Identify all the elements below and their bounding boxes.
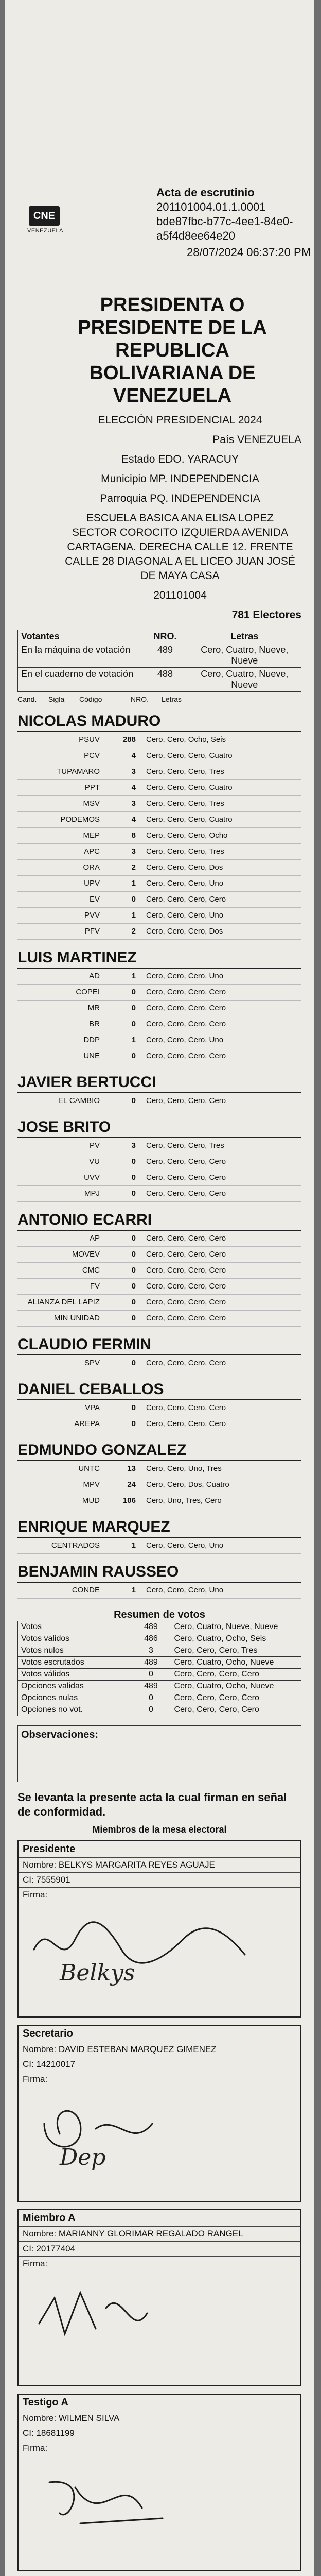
resumen-letras: Cero, Cuatro, Ocho, Nueve bbox=[171, 1657, 301, 1669]
candidate-name: ENRIQUE MARQUEZ bbox=[17, 1518, 301, 1538]
party-votes: 0 bbox=[131, 1403, 136, 1412]
signer-nombre: Nombre: DAVID ESTEBAN MARQUEZ GIMENEZ bbox=[19, 2042, 300, 2057]
party-sigla: BR bbox=[89, 1020, 100, 1028]
table-row bbox=[18, 668, 301, 692]
party-letras: Cero, Cero, Cero, Tres bbox=[146, 1141, 224, 1150]
signature-icon bbox=[29, 2462, 265, 2549]
party-votes: 2 bbox=[131, 863, 136, 872]
resumen-letras: Cero, Cuatro, Nueve, Nueve bbox=[171, 1621, 301, 1633]
party-votes: 0 bbox=[131, 1359, 136, 1367]
party-votes: 0 bbox=[131, 1004, 136, 1012]
party-row bbox=[17, 1032, 301, 1048]
votantes-label: En el cuaderno de votación bbox=[18, 668, 142, 692]
resumen-nro: 0 bbox=[131, 1692, 171, 1704]
party-votes: 8 bbox=[131, 831, 136, 840]
party-row bbox=[17, 1093, 301, 1109]
party-votes: 3 bbox=[131, 847, 136, 856]
resumen-label: Opciones validas bbox=[18, 1681, 131, 1692]
signer-firma bbox=[19, 2072, 300, 2201]
party-row bbox=[17, 1154, 301, 1170]
resumen-label: Votos escrutados bbox=[18, 1657, 131, 1669]
col-letras: Letras bbox=[162, 695, 182, 703]
party-votes: 0 bbox=[131, 895, 136, 904]
signer-ci: CI: 18681199 bbox=[19, 2426, 300, 2441]
party-sigla: SPV bbox=[84, 1359, 100, 1367]
party-votes: 0 bbox=[131, 1189, 136, 1198]
party-votes: 0 bbox=[131, 1419, 136, 1428]
party-row bbox=[17, 876, 301, 892]
party-sigla: MIN UNIDAD bbox=[53, 1314, 100, 1323]
signer-box bbox=[17, 2209, 301, 2386]
party-letras: Cero, Cero, Cero, Dos bbox=[146, 863, 223, 872]
party-votes: 0 bbox=[131, 1052, 136, 1060]
votantes-table bbox=[17, 630, 301, 692]
party-row bbox=[17, 969, 301, 985]
resumen-label: Votos válidos bbox=[18, 1669, 131, 1681]
party-votes: 4 bbox=[131, 815, 136, 824]
party-row bbox=[17, 924, 301, 940]
party-letras: Cero, Cero, Cero, Tres bbox=[146, 799, 224, 808]
acta-hash-1: bde87fbc-b77c-4ee1-84e0- bbox=[156, 215, 293, 228]
signer-role: Secretario bbox=[19, 2026, 300, 2042]
candidate-list bbox=[17, 713, 301, 1599]
cne-logo-icon: CNE bbox=[29, 206, 60, 226]
party-votes: 0 bbox=[131, 1266, 136, 1275]
sello-text: Se levanta la presente acta la cual firman en señal de conformidad. bbox=[17, 1791, 287, 1818]
party-votes: 1 bbox=[131, 972, 136, 980]
party-row bbox=[17, 1170, 301, 1186]
signer-list bbox=[17, 1840, 301, 2576]
party-sigla: COPEI bbox=[76, 988, 100, 996]
party-sigla: UPV bbox=[84, 879, 100, 888]
firma-label: Firma: bbox=[23, 1890, 48, 1900]
resumen-nro: 489 bbox=[131, 1681, 171, 1692]
miembros-title: Miembros de la mesa electoral bbox=[92, 1824, 227, 1835]
col-codigo: Código bbox=[79, 695, 102, 703]
table-row bbox=[18, 1657, 301, 1669]
party-row bbox=[17, 1355, 301, 1371]
party-sigla: DDP bbox=[83, 1036, 100, 1044]
party-letras: Cero, Cero, Cero, Dos bbox=[146, 927, 223, 936]
resumen-letras: Cero, Cero, Cero, Tres bbox=[171, 1645, 301, 1657]
resumen-nro: 489 bbox=[131, 1621, 171, 1633]
party-sigla: PV bbox=[89, 1141, 100, 1150]
party-votes: 24 bbox=[127, 1480, 136, 1489]
resumen-letras: Cero, Cuatro, Ocho, Nueve bbox=[171, 1681, 301, 1692]
election-name: ELECCIÓN PRESIDENCIAL 2024 bbox=[98, 414, 262, 426]
party-sigla: PVV bbox=[84, 911, 100, 920]
table-row bbox=[18, 1692, 301, 1704]
party-row bbox=[17, 732, 301, 748]
candidate-name: CLAUDIO FERMIN bbox=[17, 1336, 301, 1355]
resumen-label: Opciones nulas bbox=[18, 1692, 131, 1704]
firma-label: Firma: bbox=[23, 2443, 48, 2453]
party-sigla: PFV bbox=[84, 927, 100, 936]
votantes-nro: 488 bbox=[142, 668, 188, 692]
resumen-letras: Cero, Cero, Cero, Cero bbox=[171, 1669, 301, 1681]
party-sigla: PPT bbox=[84, 783, 100, 792]
party-votes: 0 bbox=[131, 1314, 136, 1323]
party-votes: 2 bbox=[131, 927, 136, 936]
party-letras: Cero, Cero, Cero, Cero bbox=[146, 1419, 226, 1428]
party-row bbox=[17, 860, 301, 876]
signer-nombre: Nombre: MARIANNY GLORIMAR REGALADO RANGEL bbox=[19, 2227, 300, 2242]
signer-role: Miembro A bbox=[19, 2210, 300, 2227]
resumen-nro: 486 bbox=[131, 1633, 171, 1645]
resumen-nro: 489 bbox=[131, 1657, 171, 1669]
signer-nombre: Nombre: BELKYS MARGARITA REYES AGUAJE bbox=[19, 1858, 300, 1873]
party-votes: 0 bbox=[131, 1020, 136, 1028]
party-sigla: TUPAMARO bbox=[57, 767, 100, 776]
party-row bbox=[17, 1138, 301, 1154]
acta-label: Acta de escrutinio bbox=[156, 186, 255, 199]
party-votes: 0 bbox=[131, 1173, 136, 1182]
party-row bbox=[17, 1186, 301, 1202]
resumen-label: Votos nulos bbox=[18, 1645, 131, 1657]
codigo-centro: 201101004 bbox=[153, 589, 207, 601]
party-sigla: APC bbox=[84, 847, 100, 856]
party-sigla: UVV bbox=[84, 1173, 100, 1182]
party-votes: 13 bbox=[127, 1464, 136, 1473]
party-sigla: CMC bbox=[82, 1266, 100, 1275]
candidate-name: JAVIER BERTUCCI bbox=[17, 1074, 301, 1093]
resumen-table bbox=[17, 1621, 301, 1716]
party-sigla: MPV bbox=[83, 1480, 100, 1489]
table-row bbox=[18, 1704, 301, 1716]
party-letras: Cero, Cero, Cero, Cero bbox=[146, 1314, 226, 1323]
letras-header: Letras bbox=[188, 630, 301, 643]
party-sigla: AP bbox=[89, 1234, 100, 1243]
electores: 781 Electores bbox=[231, 609, 301, 621]
party-votes: 1 bbox=[131, 1586, 136, 1595]
acta-timestamp: 28/07/2024 06:37:20 PM bbox=[187, 246, 311, 259]
party-letras: Cero, Cero, Cero, Cero bbox=[146, 1189, 226, 1198]
signer-role: Presidente bbox=[19, 1841, 300, 1858]
party-row bbox=[17, 812, 301, 828]
municipio: Municipio MP. INDEPENDENCIA bbox=[101, 473, 259, 485]
candidate-name: JOSE BRITO bbox=[17, 1118, 301, 1138]
signer-box bbox=[17, 2394, 301, 2571]
resumen-label: Opciones no vot. bbox=[18, 1704, 131, 1716]
pais: País VENEZUELA bbox=[212, 434, 301, 446]
party-letras: Cero, Cero, Cero, Cero bbox=[146, 1157, 226, 1166]
party-row bbox=[17, 796, 301, 812]
resumen-nro: 0 bbox=[131, 1704, 171, 1716]
cne-logo bbox=[21, 206, 70, 234]
party-letras: Cero, Cero, Cero, Cero bbox=[146, 1234, 226, 1243]
resumen-nro: 0 bbox=[131, 1669, 171, 1681]
column-labels bbox=[17, 695, 301, 703]
party-row bbox=[17, 1263, 301, 1279]
centro: ESCUELA BASICA ANA ELISA LOPEZ bbox=[86, 512, 274, 524]
party-letras: Cero, Cero, Cero, Cero bbox=[146, 1282, 226, 1291]
firma-label: Firma: bbox=[23, 2259, 48, 2268]
party-sigla: UNE bbox=[83, 1052, 100, 1060]
party-letras: Cero, Cero, Cero, Uno bbox=[146, 972, 224, 980]
party-row bbox=[17, 1477, 301, 1493]
party-row bbox=[17, 1311, 301, 1327]
party-sigla: EV bbox=[89, 895, 100, 904]
party-votes: 1 bbox=[131, 911, 136, 920]
party-letras: Cero, Cero, Dos, Cuatro bbox=[146, 1480, 229, 1489]
party-letras: Cero, Cero, Cero, Cero bbox=[146, 1096, 226, 1105]
votantes-letras: Cero, Cuatro, Nueve, Nueve bbox=[188, 668, 301, 692]
party-sigla: PCV bbox=[84, 751, 100, 760]
party-letras: Cero, Cero, Cero, Cero bbox=[146, 1052, 226, 1060]
resumen-title: Resumen de votos bbox=[114, 1609, 205, 1620]
party-row bbox=[17, 828, 301, 844]
party-sigla: MOVEV bbox=[72, 1250, 100, 1259]
firma-label: Firma: bbox=[23, 2074, 48, 2084]
party-letras: Cero, Cero, Cero, Cero bbox=[146, 1250, 226, 1259]
party-letras: Cero, Cero, Cero, Tres bbox=[146, 847, 224, 856]
party-votes: 288 bbox=[122, 735, 136, 744]
signature-text: Belkys bbox=[60, 1960, 135, 1986]
party-row bbox=[17, 1583, 301, 1599]
col-nro: NRO. bbox=[131, 695, 149, 703]
party-row bbox=[17, 748, 301, 764]
resumen-letras: Cero, Cero, Cero, Cero bbox=[171, 1704, 301, 1716]
party-sigla: UNTC bbox=[78, 1464, 100, 1473]
party-sigla: MR bbox=[87, 1004, 100, 1012]
party-votes: 1 bbox=[131, 879, 136, 888]
party-row bbox=[17, 1048, 301, 1064]
party-votes: 0 bbox=[131, 1234, 136, 1243]
candidate-name: BENJAMIN RAUSSEO bbox=[17, 1563, 301, 1583]
table-row bbox=[18, 643, 301, 668]
party-row bbox=[17, 780, 301, 796]
table-row bbox=[18, 1669, 301, 1681]
acta-header bbox=[17, 0, 311, 289]
signer-firma bbox=[19, 1888, 300, 2016]
acta-id: 201101004.01.1.0001 bbox=[156, 200, 266, 213]
party-letras: Cero, Cero, Cero, Cero bbox=[146, 895, 226, 904]
nro-header: NRO. bbox=[142, 630, 188, 643]
candidate-name: ANTONIO ECARRI bbox=[17, 1211, 301, 1231]
signature-icon bbox=[29, 1908, 265, 1996]
party-sigla: CONDE bbox=[72, 1586, 100, 1595]
resumen-label: Votos bbox=[18, 1621, 131, 1633]
party-sigla: EL CAMBIO bbox=[58, 1096, 100, 1105]
signer-box bbox=[17, 2025, 301, 2202]
party-votes: 0 bbox=[131, 1157, 136, 1166]
signer-role: Testigo A bbox=[19, 2395, 300, 2411]
party-votes: 4 bbox=[131, 751, 136, 760]
party-votes: 3 bbox=[131, 799, 136, 808]
party-row bbox=[17, 1400, 301, 1416]
observaciones-box bbox=[17, 1725, 301, 1782]
party-sigla: CENTRADOS bbox=[51, 1541, 100, 1550]
party-letras: Cero, Cero, Cero, Cero bbox=[146, 1020, 226, 1028]
party-sigla: VPA bbox=[85, 1403, 100, 1412]
signer-ci: CI: 7555901 bbox=[19, 1873, 300, 1888]
party-sigla: FV bbox=[90, 1282, 100, 1291]
party-row bbox=[17, 1016, 301, 1032]
resumen-letras: Cero, Cuatro, Ocho, Seis bbox=[171, 1633, 301, 1645]
party-letras: Cero, Cero, Uno, Tres bbox=[146, 1464, 222, 1473]
party-sigla: MPJ bbox=[84, 1189, 100, 1198]
party-row bbox=[17, 908, 301, 924]
party-sigla: MUD bbox=[82, 1496, 100, 1505]
party-letras: Cero, Cero, Cero, Cero bbox=[146, 1298, 226, 1307]
party-letras: Cero, Cero, Cero, Cero bbox=[146, 1359, 226, 1367]
party-letras: Cero, Cero, Cero, Cuatro bbox=[146, 783, 233, 792]
direccion: SECTOR COROCITO IZQUIERDA AVENIDA CARTAGENA. DERECHA CALLE 12. FRENTE CALLE 28 DIAGONAL A EL LICEO JUAN JOSÉ DE MAYA CASA bbox=[65, 527, 295, 582]
votantes-nro: 489 bbox=[142, 643, 188, 668]
party-row bbox=[17, 1416, 301, 1432]
party-row bbox=[17, 1001, 301, 1016]
logo-subtitle: VENEZUELA bbox=[27, 228, 63, 234]
party-letras: Cero, Cero, Cero, Ocho bbox=[146, 831, 228, 840]
table-row bbox=[18, 1645, 301, 1657]
party-letras: Cero, Cero, Cero, Uno bbox=[146, 1586, 224, 1595]
party-votes: 1 bbox=[131, 1541, 136, 1550]
party-letras: Cero, Cero, Cero, Cero bbox=[146, 1004, 226, 1012]
party-row bbox=[17, 1279, 301, 1295]
party-letras: Cero, Cero, Cero, Cero bbox=[146, 1403, 226, 1412]
party-letras: Cero, Cero, Cero, Cero bbox=[146, 988, 226, 996]
acta-hash-2: a5f4d8ee64e20 bbox=[156, 229, 235, 242]
party-votes: 0 bbox=[131, 1096, 136, 1105]
election-title: PRESIDENTA O PRESIDENTE DE LA REPUBLICA BOLIVARIANA DE VENEZUELA bbox=[78, 294, 267, 406]
col-sigla: Sigla bbox=[48, 695, 65, 703]
signer-nombre: Nombre: WILMEN SILVA bbox=[19, 2411, 300, 2426]
party-row bbox=[17, 1538, 301, 1554]
party-row bbox=[17, 1461, 301, 1477]
party-sigla: MSV bbox=[83, 799, 100, 808]
signature-icon bbox=[29, 2277, 265, 2365]
party-row bbox=[17, 844, 301, 860]
party-letras: Cero, Cero, Cero, Tres bbox=[146, 767, 224, 776]
parroquia: Parroquia PQ. INDEPENDENCIA bbox=[100, 493, 260, 504]
party-letras: Cero, Cero, Cero, Cuatro bbox=[146, 815, 233, 824]
party-letras: Cero, Cero, Cero, Cero bbox=[146, 1266, 226, 1275]
location-block bbox=[59, 413, 301, 622]
party-row bbox=[17, 985, 301, 1001]
votantes-letras: Cero, Cuatro, Nueve, Nueve bbox=[188, 643, 301, 668]
party-row bbox=[17, 1247, 301, 1263]
table-row bbox=[18, 1621, 301, 1633]
party-votes: 4 bbox=[131, 783, 136, 792]
party-letras: Cero, Cero, Ocho, Seis bbox=[146, 735, 226, 744]
votantes-header: Votantes bbox=[18, 630, 142, 643]
party-sigla: ORA bbox=[83, 863, 100, 872]
party-sigla: PSUV bbox=[79, 735, 100, 744]
signer-firma bbox=[19, 2441, 300, 2570]
candidate-name: LUIS MARTINEZ bbox=[17, 949, 301, 969]
party-letras: Cero, Uno, Tres, Cero bbox=[146, 1496, 222, 1505]
resumen-letras: Cero, Cero, Cero, Cero bbox=[171, 1692, 301, 1704]
party-sigla: AREPA bbox=[74, 1419, 100, 1428]
party-row bbox=[17, 764, 301, 780]
party-row bbox=[17, 892, 301, 908]
signer-box bbox=[17, 1840, 301, 2018]
signer-ci: CI: 14210017 bbox=[19, 2057, 300, 2072]
estado: Estado EDO. YARACUY bbox=[121, 453, 239, 465]
party-letras: Cero, Cero, Cero, Cuatro bbox=[146, 751, 233, 760]
candidate-name: NICOLAS MADURO bbox=[17, 713, 301, 732]
party-votes: 0 bbox=[131, 988, 136, 996]
resumen-nro: 3 bbox=[131, 1645, 171, 1657]
party-sigla: AD bbox=[89, 972, 100, 980]
party-votes: 0 bbox=[131, 1282, 136, 1291]
candidate-name: EDMUNDO GONZALEZ bbox=[17, 1442, 301, 1461]
party-row bbox=[17, 1231, 301, 1247]
party-votes: 1 bbox=[131, 1036, 136, 1044]
signature-icon bbox=[29, 2093, 265, 2180]
party-sigla: VU bbox=[89, 1157, 100, 1166]
candidate-name: DANIEL CEBALLOS bbox=[17, 1381, 301, 1400]
party-votes: 106 bbox=[122, 1496, 136, 1505]
party-letras: Cero, Cero, Cero, Uno bbox=[146, 879, 224, 888]
party-row bbox=[17, 1493, 301, 1509]
party-letras: Cero, Cero, Cero, Cero bbox=[146, 1173, 226, 1182]
acta-meta bbox=[156, 185, 311, 260]
party-votes: 3 bbox=[131, 1141, 136, 1150]
party-letras: Cero, Cero, Cero, Uno bbox=[146, 1541, 224, 1550]
party-votes: 0 bbox=[131, 1298, 136, 1307]
signature-text: Dep bbox=[60, 2144, 106, 2171]
party-letras: Cero, Cero, Cero, Uno bbox=[146, 1036, 224, 1044]
party-sigla: PODEMOS bbox=[60, 815, 100, 824]
party-letras: Cero, Cero, Cero, Uno bbox=[146, 911, 224, 920]
party-sigla: MEP bbox=[83, 831, 100, 840]
table-row bbox=[18, 1633, 301, 1645]
resumen-label: Votos validos bbox=[18, 1633, 131, 1645]
party-votes: 3 bbox=[131, 767, 136, 776]
party-sigla: ALIANZA DEL LAPIZ bbox=[27, 1298, 100, 1307]
table-row bbox=[18, 1681, 301, 1692]
party-votes: 0 bbox=[131, 1250, 136, 1259]
signer-ci: CI: 20177404 bbox=[19, 2242, 300, 2257]
acta-strip bbox=[5, 0, 314, 2576]
col-cand: Cand. bbox=[17, 695, 37, 703]
observaciones-label: Observaciones: bbox=[21, 1729, 99, 1740]
signer-firma bbox=[19, 2257, 300, 2385]
party-row bbox=[17, 1295, 301, 1311]
votantes-label: En la máquina de votación bbox=[18, 643, 142, 668]
